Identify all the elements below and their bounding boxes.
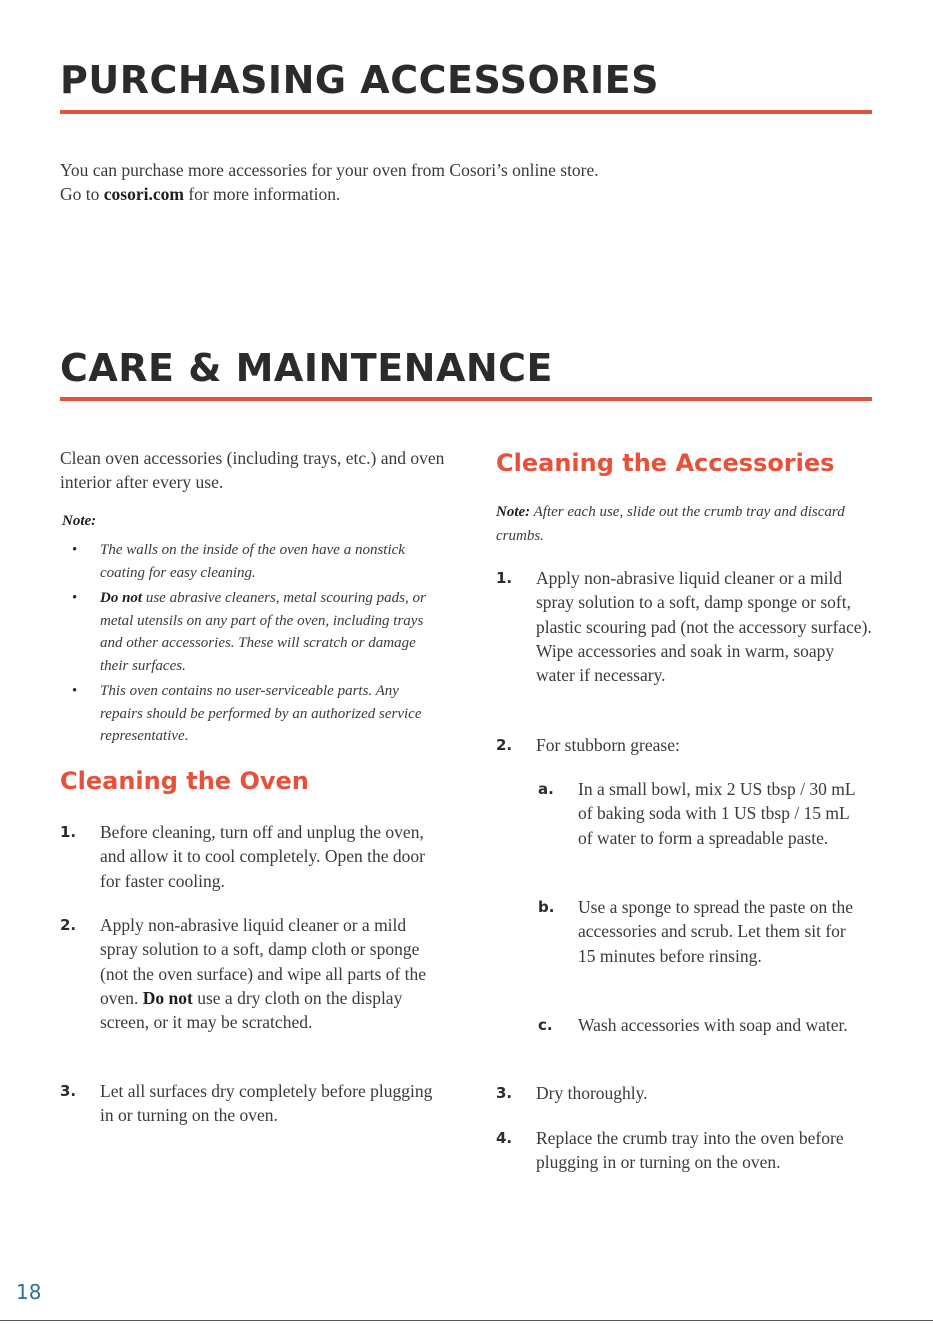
care-divider <box>60 397 872 401</box>
page-bottom-border <box>0 1320 933 1321</box>
cleaning-accessories-heading: Cleaning the Accessories <box>496 449 835 477</box>
accessory-step: 2. For stubborn grease: <box>496 735 680 755</box>
cleaning-oven-heading: Cleaning the Oven <box>60 767 309 795</box>
page-number: 18 <box>16 1280 42 1304</box>
oven-step: 3. Let all surfaces dry completely before plugging in or turning on the oven. <box>60 1081 433 1126</box>
care-intro: Clean oven accessories (including trays, etc.) and oven interior after every use. <box>60 448 445 492</box>
accessory-substep: a. In a small bowl, mix 2 US tbsp / 30 mL of baking soda with 1 US tbsp / 15 mL of water to form a spreadable paste. <box>538 779 855 848</box>
purchasing-text <box>60 158 880 206</box>
care-note-label: Note: <box>62 513 97 529</box>
care-note-list <box>60 539 445 751</box>
accessory-step: 3. Dry thoroughly. <box>496 1083 648 1103</box>
care-note-item: • Do not use abrasive cleaners, metal scouring pads, or metal utensils on any part of the oven, including trays and other accessories. These will scratch or damage their surfaces. <box>60 587 445 677</box>
accessories-note: Note: After each use, slide out the crumb tray and discard crumbs. <box>496 504 845 544</box>
accessory-substep: b. Use a sponge to spread the paste on the accessories and scrub. Let them sit for 15 minutes before rinsing. <box>538 897 854 966</box>
accessory-step: 1. Apply non-abrasive liquid cleaner or a mild spray solution to a soft, damp sponge or soft, plastic scouring pad (not the accessory surface). Wipe accessories and soak in warm, soapy water if necessary. <box>496 568 872 686</box>
care-note-item: • This oven contains no user-serviceable parts. Any repairs should be performed by an authorized service representative. <box>60 680 445 748</box>
oven-step: 2. Apply non-abrasive liquid cleaner or a mild spray solution to a soft, damp cloth or sponge (not the oven surface) and wipe all parts of the oven. Do not use a dry cloth on the display screen, or it may be scratched. <box>60 915 427 1033</box>
accessory-substep: c. Wash accessories with soap and water. <box>538 1015 848 1035</box>
care-title: CARE & MAINTENANCE <box>60 346 554 390</box>
cosori-link[interactable]: cosori.com <box>103 184 184 204</box>
purchasing-divider <box>60 110 872 114</box>
care-note-item: • The walls on the inside of the oven have a nonstick coating for easy cleaning. <box>60 539 445 584</box>
accessory-step: 4. Replace the crumb tray into the oven before plugging in or turning on the oven. <box>496 1128 844 1173</box>
oven-step: 1. Before cleaning, turn off and unplug the oven, and allow it to cool completely. Open the door for faster cooling. <box>60 822 425 891</box>
purchasing-line-2: Go to cosori.com for more information. <box>60 184 341 204</box>
purchasing-line-1: You can purchase more accessories for your oven from Cosori’s online store. <box>60 160 599 180</box>
purchasing-title: PURCHASING ACCESSORIES <box>60 58 659 102</box>
